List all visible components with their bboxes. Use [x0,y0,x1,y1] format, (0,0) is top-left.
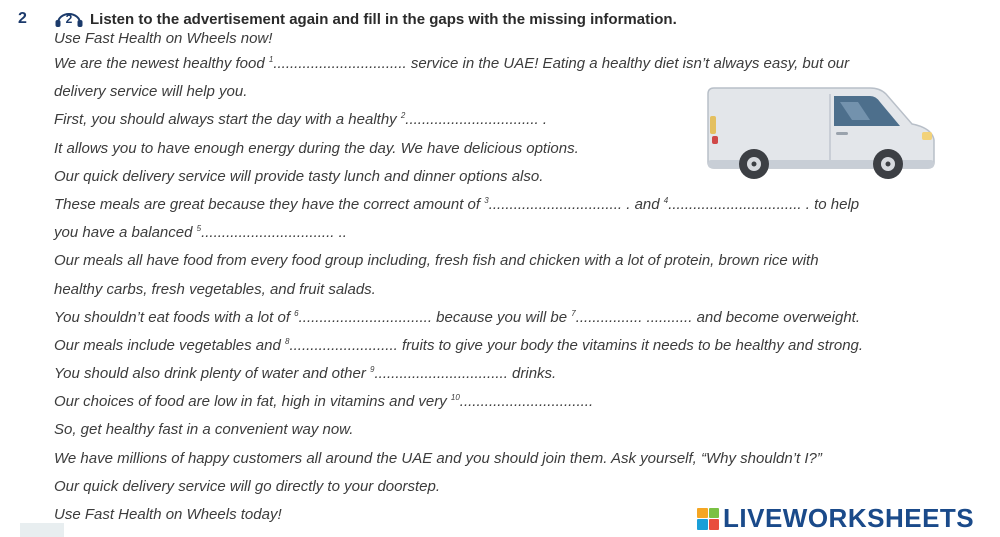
gap-number: 4 [663,195,669,205]
liveworksheets-logo[interactable] [697,503,974,534]
gap-number: 6 [294,308,299,318]
gap-1[interactable]: ................................ [273,55,407,72]
text-line: So, get healthy fast in a convenient way now. [54,421,354,439]
text-line: Our quick delivery service will provide tasty lunch and dinner options also. [54,167,544,185]
text-line: Use Fast Health on Wheels today! [54,506,282,523]
gap-number: 1 [268,55,274,64]
gap-number: 2 [400,111,406,121]
headphones-icon[interactable] [54,10,84,28]
instruction: Listen to the advertisement again and fill in the gaps with the missing information. [90,10,677,28]
logo-square [697,508,708,519]
text-line: We are the newest healthy food $^1$................................ service in the UAE! Eating a healthy diet isn’t always easy, but our [54,55,850,72]
text-line: It allows you to have enough energy during the day. We have delicious options. [54,139,579,157]
exercise-header [18,8,677,30]
text-line: healthy carbs, fresh vegetables, and fruit salads. [54,280,376,298]
text-line: Our choices of food are low in fat, high in vitamins and very $^{10}$................................ [54,393,594,411]
text-line: Our meals all have food from every food group including, fresh fish and chicken with a lot of protein, brown rice with [54,252,819,270]
logo-square [697,519,708,530]
text-line: delivery service will help you. [54,83,248,101]
text-line: Use Fast Health on Wheels now! [54,30,273,47]
gap-number: 7 [571,308,576,318]
logo-square [709,519,720,530]
corner-tab [20,523,64,537]
text-line: We have millions of happy customers all around the UAE and you should join them. Ask yourself, “Why shouldn’t I?” [54,449,822,467]
text-line: First, you should always start the day with a healthy $^2$................................ . [54,111,547,129]
gap-5[interactable]: ................................ [201,224,335,242]
gap-number: 5 [196,224,202,234]
gap-6[interactable]: ............................... [298,308,428,326]
gap-8[interactable]: .......................... [289,336,398,354]
text-line: You shouldn’t eat foods with a lot of $^6$................................ because you will be $^7$................ ........... and become overweight. [54,308,861,326]
gap-4[interactable]: ................................ [668,195,802,213]
gap-2[interactable]: ................................ [405,111,539,129]
text-line: You should also drink plenty of water and other $^9$................................ drinks. [54,365,557,383]
gap-3[interactable]: ................................ [488,195,623,213]
liveworksheets-logo-mark [697,508,719,530]
text-line: These meals are great because they have the correct amount of $^3$................................ . and $^4$................................ . to help [54,195,860,213]
gap-9[interactable]: ................................ [374,365,508,383]
logo-text: LIVEWORKSHEETS [723,503,975,533]
gap-number: 3 [484,195,489,205]
delivery-van-icon [700,80,940,180]
gap-number: 10 [450,393,460,403]
gap-number: 9 [370,365,375,375]
text-line: Our meals include vegetables and $^8$.......................... fruits to give your body the vitamins it needs to be healthy and strong. [54,336,864,354]
gap-number: 8 [284,336,290,346]
gap-10[interactable]: ................................ [459,393,594,411]
exercise-number: 2 [18,10,27,27]
text-line: Our quick delivery service will go directly to your doorstep. [54,477,440,495]
text-line: you have a balanced $^5$................................ .. [54,224,347,242]
gap-7[interactable]: ................ ........... [575,308,693,326]
logo-square [709,508,720,519]
track-number: 2 [65,12,73,26]
